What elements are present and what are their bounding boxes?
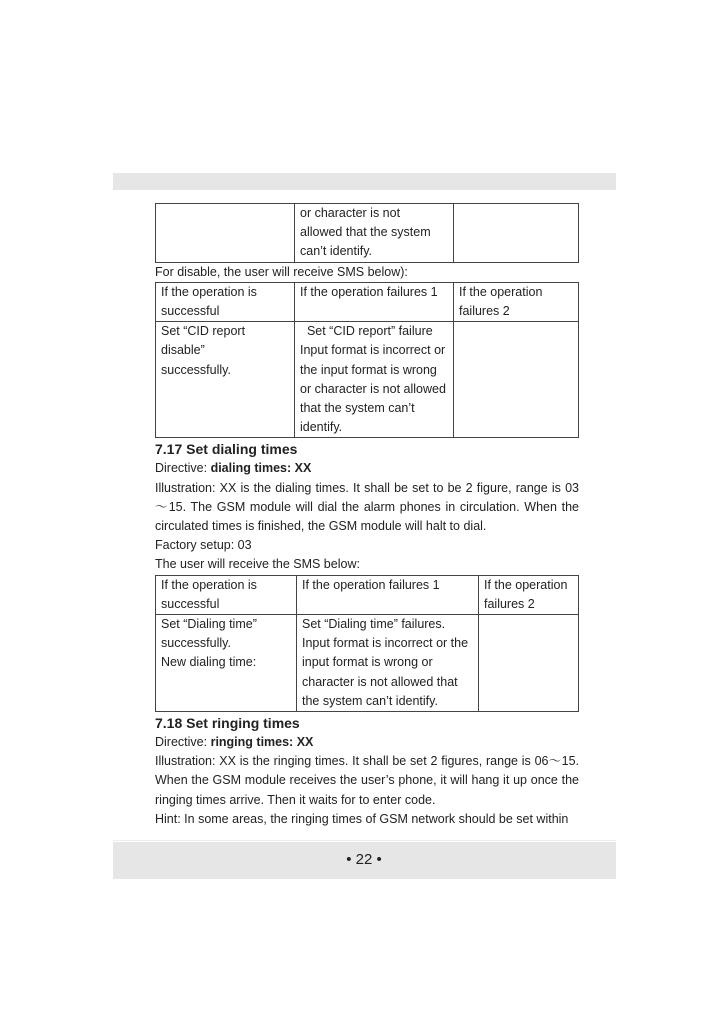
cell-line: successful: [161, 596, 220, 611]
page-number: • 22 •: [346, 851, 382, 868]
table-cell: [454, 204, 579, 263]
disable-intro: For disable, the user will receive SMS below):: [155, 264, 408, 279]
directive-label: Directive:: [155, 735, 211, 750]
header-cell-success: [156, 575, 297, 614]
cell-line: If the operation is: [161, 577, 257, 592]
directive-718: [155, 733, 579, 752]
cell-line: Set “Dialing time” failures.: [302, 617, 446, 632]
table-row: [156, 615, 579, 712]
table-header-row: [156, 575, 579, 614]
cell-line: input format is wrong or: [302, 655, 433, 670]
header-band: [113, 173, 616, 190]
cell-line: disable”: [161, 343, 205, 358]
cell-line: successful: [161, 304, 220, 319]
cell-line: Set “CID report: [161, 324, 246, 339]
directive-value: ringing times: XX: [210, 735, 314, 750]
section-heading-717: 7.17 Set dialing times: [155, 441, 298, 458]
cell-line: successfully.: [161, 362, 231, 377]
cell-line: identify.: [300, 420, 343, 435]
table-row: [156, 204, 579, 263]
header-cell-success: [156, 282, 295, 321]
section-heading-718: 7.18 Set ringing times: [155, 715, 300, 732]
illustration-718: Illustration: XX is the ringing times. It shall be set 2 figures, range is 06～15. When the GSM module receives the user’s phone, it will hang it up once the ringing times arrive. Then it waits for to enter code.: [155, 754, 579, 807]
header-cell-fail1: [295, 282, 454, 321]
directive-717: [155, 459, 579, 478]
table-cell: [156, 204, 295, 263]
cell-line: the input format is wrong: [300, 362, 437, 377]
cell-success: [156, 615, 297, 712]
cell-line: Set “Dialing time”: [161, 617, 257, 632]
cell-fail1: [297, 615, 479, 712]
cell-line: successfully.: [161, 636, 231, 651]
cell-line: character is not allowed that: [302, 674, 458, 689]
directive-value: dialing times: XX: [210, 461, 312, 476]
cell-fail2: [479, 615, 579, 712]
cell-line: Input format is incorrect or: [300, 343, 446, 358]
cell-line: Set “CID report” failure: [300, 324, 433, 339]
cell-line: If the operation failures 1: [300, 284, 438, 299]
table-top-continued: [155, 203, 579, 263]
cell-line: failures 2: [459, 304, 510, 319]
cell-fail2: [454, 322, 579, 438]
table-row: [156, 322, 579, 438]
cell-line: or character is not: [300, 206, 401, 220]
cell-line: or character is not allowed: [300, 381, 446, 396]
directive-label: Directive:: [155, 461, 211, 476]
cell-line: the system can’t identify.: [302, 693, 438, 708]
header-cell-fail2: [454, 282, 579, 321]
illustration-717: Illustration: XX is the dialing times. It shall be set to be 2 figure, range is 03～15. The GSM module will dial the alarm phones in circulation. When the circulated times is finished, the GSM module will halt to dial.: [155, 480, 579, 534]
cell-line: If the operation failures 1: [302, 577, 440, 592]
page-content: [155, 203, 579, 829]
hint-718: Hint: In some areas, the ringing times of GSM network should be set within: [155, 811, 569, 826]
table-disable: [155, 282, 579, 439]
table-cell: [295, 204, 454, 263]
header-cell-fail2: [479, 575, 579, 614]
sms-intro: The user will receive the SMS below:: [155, 557, 360, 572]
header-cell-fail1: [297, 575, 479, 614]
cell-line: that the system can’t: [300, 401, 415, 416]
cell-fail1: [295, 322, 454, 438]
cell-line: allowed that the system: [300, 225, 431, 240]
cell-line: failures 2: [484, 596, 535, 611]
table-dialing: [155, 575, 579, 712]
cell-success: [156, 322, 295, 438]
cell-line: If the operation: [484, 577, 568, 592]
cell-line: Input format is incorrect or the: [302, 636, 469, 651]
factory-setup: Factory setup: 03: [155, 538, 252, 553]
table-header-row: [156, 282, 579, 321]
cell-line: can’t identify.: [300, 244, 373, 259]
cell-line: If the operation: [459, 284, 543, 299]
cell-line: New dialing time:: [161, 655, 257, 670]
cell-line: If the operation is: [161, 284, 257, 299]
